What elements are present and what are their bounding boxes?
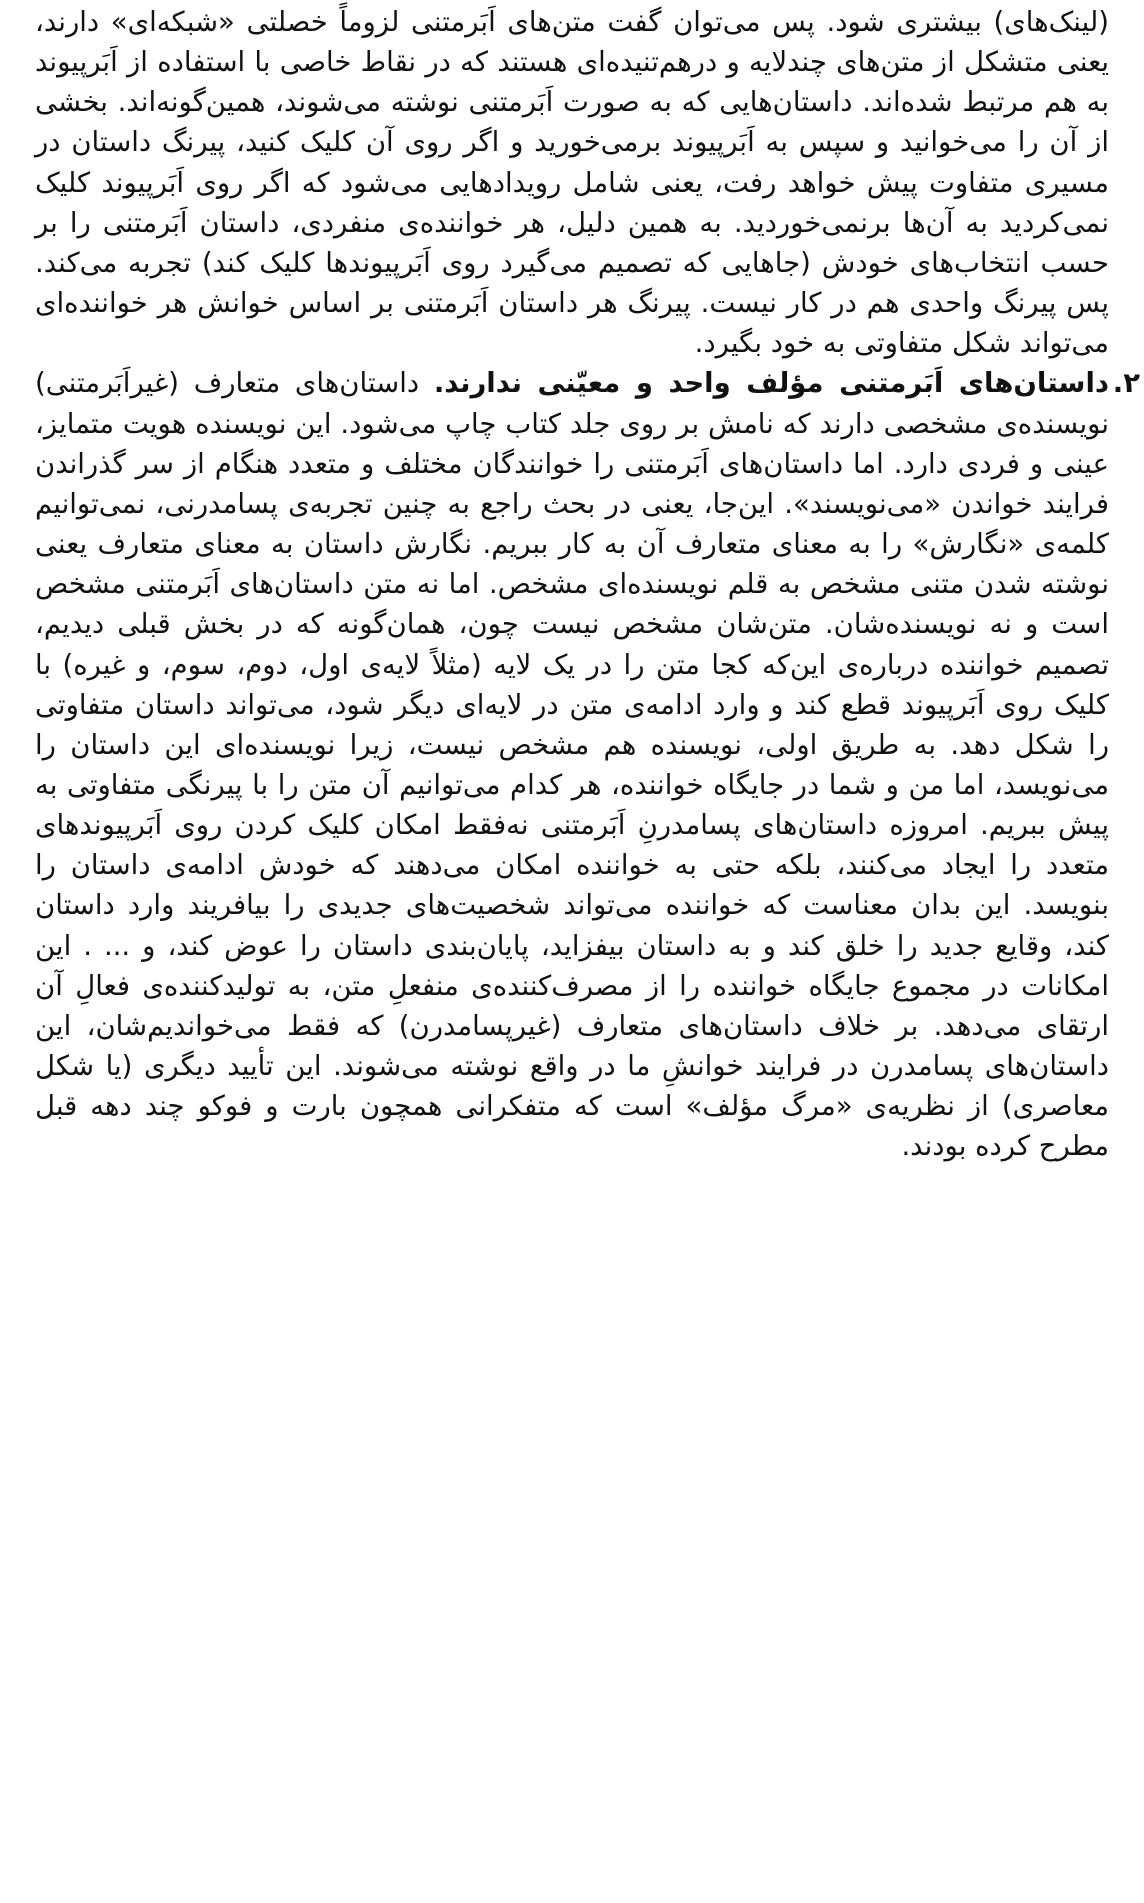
item-body: داستان‌های متعارف (غیراَبَرمتنی) نویسنده‌ی مشخصی دارند که نامش بر روی جلد کتاب چاپ می‌شود. این نویسنده هویت متمایز، عینی و فردی دارد. اما داستان‌های اَبَرمتنی را خوانندگان مختلف و متعدد هنگام از سر گذراندن فرایند خواندن «می‌نویسند». این‌جا، یعنی در بحث راجع به چنین تجربه‌ی پسامدرنی، نمی‌توانیم کلمه‌ی «نگارش» را به معنای متعارف آن به کار ببریم. نگارش داستان به معنای متعارف یعنی نوشته شدن متنی مشخص به قلم نویسنده‌ای مشخص. اما نه متن داستان‌های اَبَرمتنی مشخص است و نه نویسنده‌شان. متن‌شان مشخص نیست چون، همان‌گونه که در بخش قبلی دیدیم، تصمیم خواننده درباره‌ی این‌که کجا متن را در یک لایه (مثلاً لایه‌ی اول، دوم، سوم، و غیره) با کلیک روی اَبَرپیوند قطع کند و وارد ادامه‌ی متن در لایه‌ای دیگر شود، می‌تواند داستان متفاوتی را شکل دهد. به طریق اولی، نویسنده هم مشخص نیست، زیرا نویسنده‌ای این داستان را می‌نویسد، اما من و شما در جایگاه خواننده، هر کدام می‌توانیم آن متن را با پیرنگی متفاوتی به پیش ببریم. امروزه داستان‌های پسامدرنِ اَبَرمتنی نه‌فقط امکان کلیک کردن روی اَبَرپیوندهای متعدد را ایجاد می‌کنند، بلکه حتی به خواننده امکان می‌دهند که خودش ادامه‌ی داستان را بنویسد. این بدان معناست که خواننده می‌تواند شخصیت‌های جدیدی را بیافریند وارد داستان کند، وقایع جدید را خلق کند و به داستان بیفزاید، پایان‌بندی داستان را عوض کند، و ... . این امکانات در مجموع جایگاه خواننده را از مصرف‌کننده‌ی منفعلِ متن، به تولیدکننده‌ی فعالِ آن ارتقای می‌دهد. بر خلاف داستان‌های متعارف (غیرپسامدرن) که فقط می‌خواندیم‌شان، این داستان‌های پسامدرن در فرایند خوانشِ ما در واقع نوشته می‌شوند. این تأیید دیگری (یا شکل معاصری) از نظریه‌ی «مرگ مؤلف» است که متفکرانی همچون بارت و فوکو چند دهه قبل مطرح کرده بودند. bbox=[35, 367, 1109, 1163]
item-paragraph bbox=[35, 363, 1109, 1166]
document-page bbox=[35, 2, 1140, 1167]
item-number: ۲. bbox=[1112, 367, 1140, 400]
continuation-paragraph: (لینک‌های) بیشتری شود. پس می‌توان گفت متن‌های اَبَرمتنی لزوماً خصلتی «شبکه‌ای» دارند، یعنی متشکل از متن‌های چندلایه و درهم‌تنیده‌ای هستند که در نقاط خاصی با استفاده از اَبَرپیوند به هم مرتبط شده‌اند. داستان‌هایی که به صورت اَبَرمتنی نوشته می‌شوند، همین‌گونه‌اند. بخشی از آن را می‌خوانید و سپس به اَبَرپیوند برمی‌خورید و اگر روی آن کلیک کنید، پیرنگ داستان در مسیری متفاوت پیش خواهد رفت، یعنی شامل رویدادهایی می‌شود که اگر روی اَبَرپیوند کلیک نمی‌کردید به آن‌ها برنمی‌خوردید. به همین دلیل، هر خواننده‌ی منفردی، داستان اَبَرمتنی را بر حسب انتخاب‌های خودش (جاهایی که تصمیم می‌گیرد روی اَبَرپیوندها کلیک کند) تجربه می‌کند. پس پیرنگ واحدی هم در کار نیست. پیرنگ هر داستان اَبَرمتنی بر اساس خوانش هر خواننده‌ای می‌تواند شکل متفاوتی به خود بگیرد. bbox=[35, 6, 1109, 360]
numbered-item-2 bbox=[35, 363, 1140, 1166]
item-heading: داستان‌های اَبَرمتنی مؤلف واحد و معیّنی ندارند. bbox=[433, 367, 1109, 400]
